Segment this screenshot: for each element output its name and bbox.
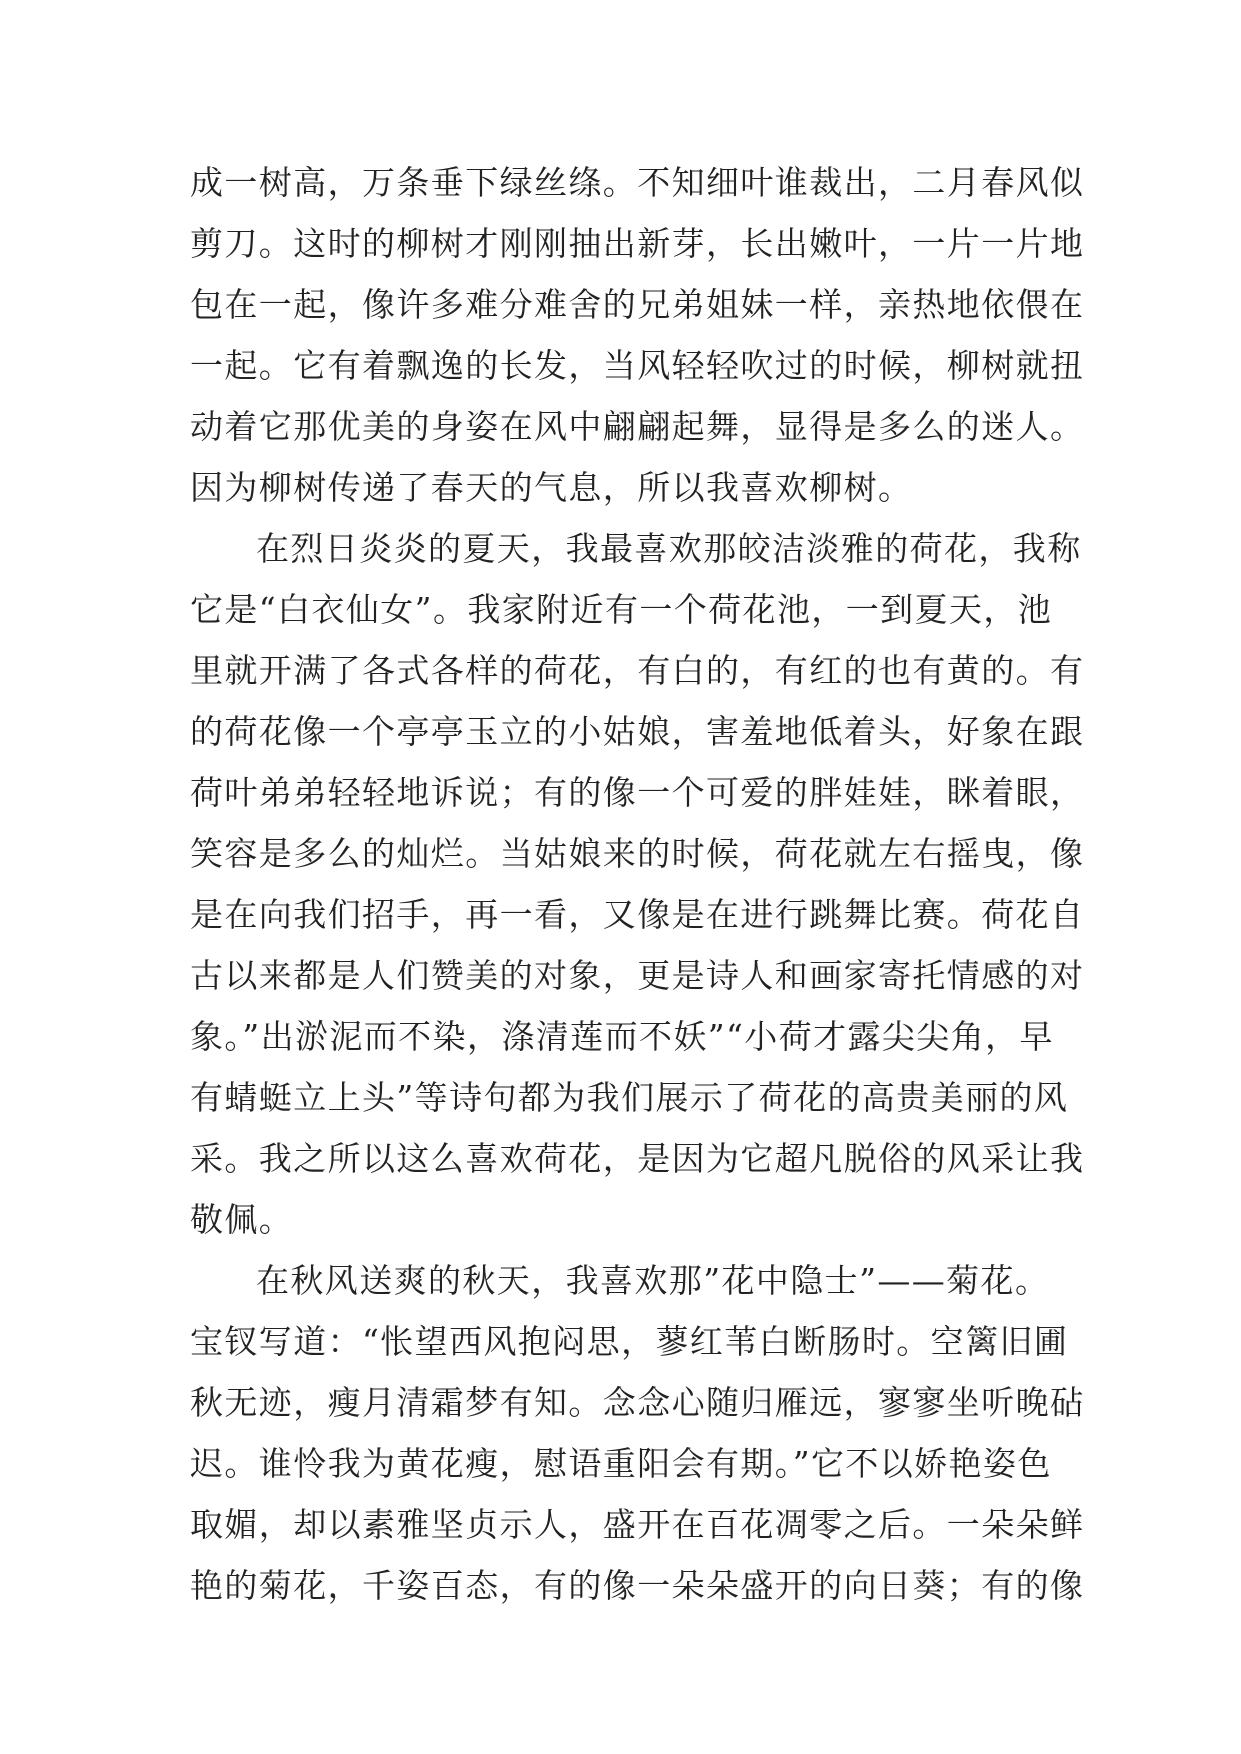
paragraph-first-line: 在秋风送爽的秋天，我喜欢那”花中隐士”——菊花。 <box>256 1261 1050 1300</box>
text-line: 荷叶弟弟轻轻地诉说；有的像一个可爱的胖娃娃，眯着眼， <box>190 773 1085 812</box>
text-line: 迟。谁怜我为黄花瘦，慰语重阳会有期。”它不以娇艳姿色 <box>190 1444 1052 1483</box>
text-line: 宝钗写道：“怅望西风抱闷思，蓼红苇白断肠时。空篱旧圃 <box>190 1322 1069 1361</box>
text-line: 笑容是多么的灿烂。当姑娘来的时候，荷花就左右摇曳，像 <box>190 834 1085 873</box>
text-line: 秋无迹，瘦月清霜梦有知。念念心随归雁远，寥寥坐听晚砧 <box>190 1383 1085 1422</box>
text-line: 包在一起，像许多难分难舍的兄弟姐妹一样，亲热地依偎在 <box>190 285 1085 324</box>
text-line: 因为柳树传递了春天的气息，所以我喜欢柳树。 <box>190 468 913 507</box>
text-line: 古以来都是人们赞美的对象，更是诗人和画家寄托情感的对 <box>190 956 1085 995</box>
text-line: 剪刀。这时的柳树才刚刚抽出新芽，长出嫩叶，一片一片地 <box>190 224 1085 263</box>
body-text <box>190 152 1085 1616</box>
text-line: 它是“白衣仙女”。我家附近有一个荷花池，一到夏天，池 <box>190 590 1053 629</box>
text-line: 成一树高，万条垂下绿丝绦。不知细叶谁裁出，二月春风似 <box>190 163 1085 202</box>
text-line: 取媚，却以素雅坚贞示人，盛开在百花凋零之后。一朵朵鲜 <box>190 1505 1085 1544</box>
text-line: 有蜻蜓立上头”等诗句都为我们展示了荷花的高贵美丽的风 <box>190 1078 1069 1117</box>
text-line: 象。”出淤泥而不染，涤清莲而不妖”“小荷才露尖尖角，早 <box>190 1017 1054 1056</box>
text-line: 艳的菊花，千姿百态，有的像一朵朵盛开的向日葵；有的像 <box>190 1566 1085 1605</box>
text-line: 动着它那优美的身姿在风中翩翩起舞，显得是多么的迷人。 <box>190 407 1085 446</box>
text-line: 的荷花像一个亭亭玉立的小姑娘，害羞地低着头，好象在跟 <box>190 712 1085 751</box>
paragraph-first-line: 在烈日炎炎的夏天，我最喜欢那皎洁淡雅的荷花，我称 <box>256 529 1082 568</box>
text-line: 一起。它有着飘逸的长发，当风轻轻吹过的时候，柳树就扭 <box>190 346 1085 385</box>
text-line: 是在向我们招手，再一看，又像是在进行跳舞比赛。荷花自 <box>190 895 1085 934</box>
text-line: 里就开满了各式各样的荷花，有白的，有红的也有黄的。有 <box>190 651 1085 690</box>
text-line: 采。我之所以这么喜欢荷花，是因为它超凡脱俗的风采让我 <box>190 1139 1085 1178</box>
text-line: 敬佩。 <box>190 1200 294 1239</box>
